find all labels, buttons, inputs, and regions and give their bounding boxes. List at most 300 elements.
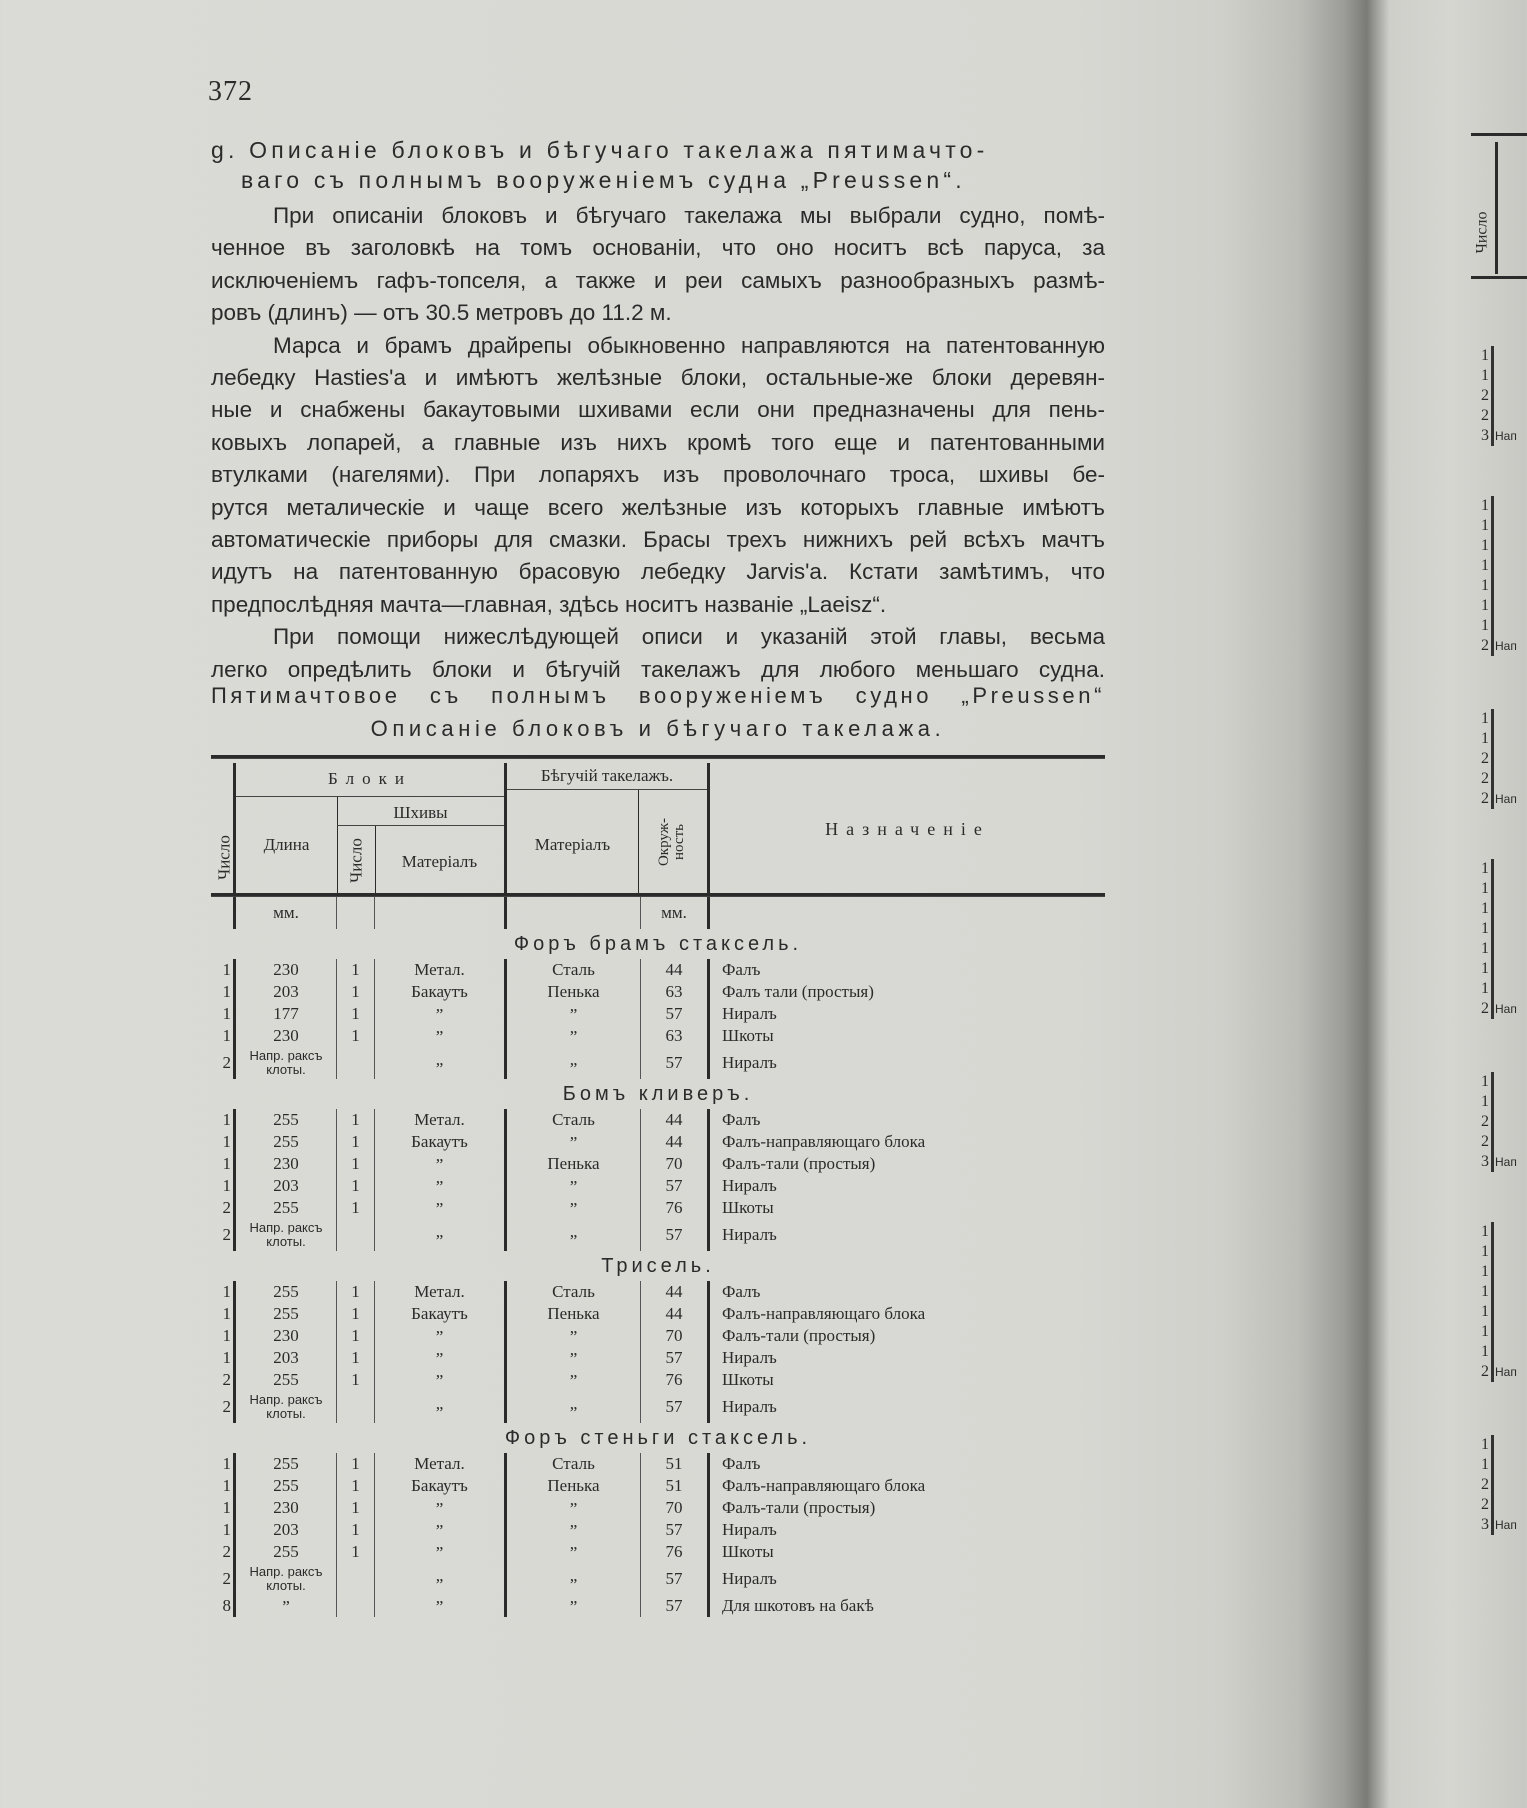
- next-page-count: 1: [1481, 497, 1489, 514]
- body-text-line: лебедку Hasties'a и имѣютъ желѣзные блоки, остальные-же блоки деревян-: [211, 365, 1105, 390]
- next-page-count-column: [1475, 859, 1494, 1019]
- rig-material: Сталь: [507, 1109, 641, 1131]
- next-page-count: 1: [1481, 577, 1489, 594]
- circumference: 57: [641, 1219, 710, 1251]
- next-page-count: 1: [1481, 1343, 1489, 1360]
- purpose: Ниралъ: [722, 1004, 777, 1023]
- next-page-count: 1: [1481, 1283, 1489, 1300]
- row-count: 1: [211, 1281, 236, 1303]
- next-page-count: 2: [1481, 750, 1489, 767]
- ditto-mark: ”: [569, 1177, 578, 1196]
- row-count: 2: [211, 1219, 236, 1251]
- body-text-line: При описаніи блоковъ и бѣгучаго такелажа мы выбрали судно, помѣ-: [273, 203, 1105, 228]
- sheave-count: 1: [337, 1369, 375, 1391]
- circumference: 57: [641, 1563, 710, 1595]
- block-length: 255: [236, 1475, 337, 1497]
- rig-material: [507, 1025, 641, 1047]
- header-rig-material: Матеріалъ: [534, 835, 611, 854]
- sheave-count: [337, 1595, 375, 1617]
- circumference: 44: [641, 1281, 710, 1303]
- block-length: 255: [236, 1197, 337, 1219]
- ditto-mark: ”: [569, 1521, 578, 1540]
- sheave-material: [375, 1541, 507, 1563]
- purpose: Фалъ-тали (простыя): [722, 1326, 876, 1345]
- table-row: [211, 1369, 1105, 1391]
- purpose: Ниралъ: [722, 1176, 777, 1195]
- body-text-line: автоматическіе приборы для смазки. Брасы трехъ нижнихъ рей всѣхъ мачтъ: [211, 527, 1105, 552]
- ditto-mark: ”: [282, 1597, 290, 1616]
- header-purpose: Назначеніе: [825, 819, 990, 839]
- row-count: 2: [211, 1563, 236, 1595]
- next-page-count: 1: [1481, 347, 1489, 364]
- next-page-count: 1: [1481, 1303, 1489, 1320]
- next-page-fragment: Нап: [1495, 792, 1517, 806]
- rig-material: [507, 1391, 641, 1423]
- table-row: [211, 1219, 1105, 1251]
- table-row: [211, 1541, 1105, 1563]
- sheave-material: [375, 1595, 507, 1617]
- row-count: 1: [211, 1303, 236, 1325]
- sheave-count: 1: [337, 1325, 375, 1347]
- next-page-count: 1: [1481, 617, 1489, 634]
- next-page-count: 2: [1481, 1496, 1489, 1513]
- body-text-line: идутъ на патентованную брасовую лебедку Jarvis'a. Кстати замѣтимъ, что: [211, 559, 1105, 585]
- block-type-text: Напр. раксъ клоты.: [249, 1392, 323, 1421]
- sheave-count: 1: [337, 1109, 375, 1131]
- sheave-material: [375, 1025, 507, 1047]
- block-length: 177: [236, 1003, 337, 1025]
- table-row: [211, 1391, 1105, 1423]
- next-page-count: 1: [1481, 1323, 1489, 1340]
- table-row: [211, 1347, 1105, 1369]
- rig-material: [507, 1497, 641, 1519]
- rig-material: Пенька: [507, 1303, 641, 1325]
- table-caption-ship: Пятимачтовое съ полнымъ вооруженіемъ судно „Preussen“: [211, 683, 1105, 708]
- body-text-line: ченное въ заголовкѣ на томъ основаніи, что оно носитъ всѣ паруса, за: [211, 235, 1105, 261]
- table-row: [211, 1595, 1105, 1617]
- row-count: 1: [211, 1453, 236, 1475]
- block-length: 203: [236, 1347, 337, 1369]
- section-title: Форъ брамъ стаксель.: [513, 933, 803, 955]
- table-row: [211, 1153, 1105, 1175]
- purpose: Шкоты: [722, 1198, 774, 1217]
- table-row: [211, 1197, 1105, 1219]
- rig-material: [507, 1347, 641, 1369]
- table-row: [211, 959, 1105, 981]
- body-text-line: Марса и брамъ драйрепы обыкновенно направляются на патентованную: [273, 332, 1105, 358]
- sheave-material: [375, 1391, 507, 1423]
- purpose: Ниралъ: [722, 1053, 777, 1072]
- next-page-count: 1: [1481, 980, 1489, 997]
- block-length: 255: [236, 1541, 337, 1563]
- block-length: 230: [236, 1497, 337, 1519]
- length-unit: мм.: [236, 897, 337, 929]
- next-page-count: 1: [1481, 1223, 1489, 1240]
- sheave-count: [337, 1391, 375, 1423]
- rig-material: [507, 1563, 641, 1595]
- header-count: Число: [214, 835, 234, 880]
- ditto-mark: ”: [435, 1231, 444, 1250]
- block-length: 230: [236, 1025, 337, 1047]
- row-count: 1: [211, 1175, 236, 1197]
- next-page-count: 1: [1481, 710, 1489, 727]
- sheave-count: 1: [337, 1153, 375, 1175]
- circumference: 51: [641, 1475, 710, 1497]
- next-page-edge: [1465, 0, 1527, 1808]
- next-page-count: 2: [1481, 407, 1489, 424]
- sheave-material: [375, 1497, 507, 1519]
- block-type-text: Напр. раксъ клоты.: [249, 1220, 323, 1249]
- next-page-count-column: [1475, 1072, 1494, 1172]
- ditto-mark: ”: [569, 1575, 578, 1594]
- next-page-header-count: Число: [1473, 211, 1491, 254]
- purpose: Шкоты: [722, 1542, 774, 1561]
- next-page-count-column: [1475, 346, 1494, 446]
- sheave-material: [375, 1563, 507, 1595]
- sheave-count: 1: [337, 1197, 375, 1219]
- ditto-mark: ”: [569, 1005, 578, 1024]
- next-page-top-rule: [1471, 133, 1527, 136]
- next-page-count: 2: [1481, 387, 1489, 404]
- sheave-material: [375, 1003, 507, 1025]
- rig-material: [507, 1003, 641, 1025]
- sheave-count: 1: [337, 1003, 375, 1025]
- circumference-unit: мм.: [641, 897, 710, 929]
- ditto-mark: ”: [435, 1521, 444, 1540]
- next-page-count: 1: [1481, 1093, 1489, 1110]
- next-page-count: 2: [1481, 790, 1489, 807]
- purpose: Фалъ-направляющаго блока: [722, 1304, 926, 1323]
- block-length: 255: [236, 1369, 337, 1391]
- ditto-mark: ”: [435, 1597, 444, 1616]
- ditto-mark: ”: [435, 1199, 444, 1218]
- circumference: 70: [641, 1325, 710, 1347]
- next-page-fragment: Нап: [1495, 1518, 1517, 1532]
- ditto-mark: ”: [569, 1327, 578, 1346]
- sheave-count: 1: [337, 959, 375, 981]
- table-row: [211, 1003, 1105, 1025]
- sheave-material: Бакаутъ: [375, 1475, 507, 1497]
- row-count: 2: [211, 1541, 236, 1563]
- next-page-count: 1: [1481, 517, 1489, 534]
- next-page-count: 1: [1481, 1456, 1489, 1473]
- ditto-mark: ”: [435, 1059, 444, 1078]
- ditto-mark: ”: [569, 1059, 578, 1078]
- body-text-line: ковыхъ лопарей, а главные изъ нихъ кромѣ того еще и патентованными: [211, 429, 1105, 455]
- ditto-mark: ”: [569, 1597, 578, 1616]
- table-row: [211, 1325, 1105, 1347]
- table-row: [211, 1497, 1105, 1519]
- row-count: 8: [211, 1595, 236, 1617]
- next-page-count: 1: [1481, 960, 1489, 977]
- header-rule: [236, 796, 504, 797]
- next-page-count: 1: [1481, 860, 1489, 877]
- purpose: Шкоты: [722, 1370, 774, 1389]
- sheave-material: [375, 1369, 507, 1391]
- next-page-count-column: [1475, 496, 1494, 656]
- header-blocks: Блоки: [328, 769, 412, 788]
- row-count: 1: [211, 959, 236, 981]
- next-page-count: 1: [1481, 940, 1489, 957]
- body-text-line: ровъ (длинъ) — отъ 30.5 метровъ до 11.2 м.: [211, 300, 672, 326]
- block-length: [236, 1595, 337, 1617]
- sheave-material: [375, 1047, 507, 1079]
- next-page-count-column: [1475, 1435, 1494, 1535]
- circumference: 76: [641, 1541, 710, 1563]
- ditto-mark: ”: [435, 1499, 444, 1518]
- rig-material: Сталь: [507, 1281, 641, 1303]
- table-row: [211, 981, 1105, 1003]
- table-caption-title: Описаніе блоковъ и бѣгучаго такелажа.: [370, 716, 946, 741]
- table-row: [211, 1109, 1105, 1131]
- next-page-count: 1: [1481, 900, 1489, 917]
- next-page-count: 2: [1481, 1476, 1489, 1493]
- sheave-material: Бакаутъ: [375, 981, 507, 1003]
- table-row: [211, 1047, 1105, 1079]
- block-length: 255: [236, 1131, 337, 1153]
- purpose: Шкоты: [722, 1026, 774, 1045]
- sheave-count: 1: [337, 1475, 375, 1497]
- next-page-count: 1: [1481, 597, 1489, 614]
- ditto-mark: ”: [435, 1327, 444, 1346]
- sheave-count: 1: [337, 1131, 375, 1153]
- circumference: 44: [641, 1303, 710, 1325]
- header-sheave-material: Матеріалъ: [401, 852, 478, 871]
- sheave-material: Бакаутъ: [375, 1131, 507, 1153]
- block-length: 230: [236, 1153, 337, 1175]
- purpose: Фалъ-направляющаго блока: [722, 1476, 926, 1495]
- block-length: 255: [236, 1109, 337, 1131]
- ditto-mark: ”: [435, 1027, 444, 1046]
- rig-material: [507, 1519, 641, 1541]
- circumference: 44: [641, 959, 710, 981]
- header-length: Длина: [263, 835, 310, 854]
- circumference: 63: [641, 981, 710, 1003]
- next-page-fragment: Нап: [1495, 1155, 1517, 1169]
- circumference: 57: [641, 1047, 710, 1079]
- circumference: 57: [641, 1391, 710, 1423]
- circumference: 57: [641, 1519, 710, 1541]
- row-count: 1: [211, 1131, 236, 1153]
- next-page-count: 2: [1481, 770, 1489, 787]
- table-row: [211, 1025, 1105, 1047]
- sheave-material: [375, 1219, 507, 1251]
- sheave-count: [337, 1219, 375, 1251]
- next-page-header-divider: [1495, 142, 1498, 274]
- next-page-count: 3: [1481, 427, 1489, 444]
- rig-material: [507, 1369, 641, 1391]
- sheave-count: 1: [337, 1453, 375, 1475]
- rig-material: [507, 1047, 641, 1079]
- header-running-rigging: Бѣгучій такелажъ.: [540, 766, 674, 785]
- table-row: [211, 1563, 1105, 1595]
- sheave-material: Метал.: [375, 1281, 507, 1303]
- section-heading-line-1: g. Описаніе блоковъ и бѣгучаго такелажа пятимачто-: [211, 137, 989, 163]
- sheave-count: 1: [337, 1519, 375, 1541]
- purpose: Ниралъ: [722, 1397, 777, 1416]
- table-row: [211, 1475, 1105, 1497]
- next-page-fragment: Нап: [1495, 1365, 1517, 1379]
- circumference: 44: [641, 1109, 710, 1131]
- sheave-material: [375, 1347, 507, 1369]
- rig-material: Пенька: [507, 1153, 641, 1175]
- rig-material: [507, 1595, 641, 1617]
- sheave-count: 1: [337, 1497, 375, 1519]
- sheave-count: 1: [337, 1025, 375, 1047]
- next-page-count: 2: [1481, 1363, 1489, 1380]
- row-count: 1: [211, 1347, 236, 1369]
- header-sheave-count: Число: [346, 838, 366, 883]
- block-length: 255: [236, 1303, 337, 1325]
- table-row: [211, 1175, 1105, 1197]
- next-page-count: 3: [1481, 1516, 1489, 1533]
- circumference: 76: [641, 1197, 710, 1219]
- block-length: [236, 1047, 337, 1079]
- ditto-mark: ”: [569, 1027, 578, 1046]
- ditto-mark: ”: [435, 1543, 444, 1562]
- block-length: 230: [236, 959, 337, 981]
- sheave-material: [375, 1519, 507, 1541]
- section-title: Форъ стеньги стаксель.: [504, 1427, 812, 1449]
- section-title: Бомъ кливеръ.: [562, 1083, 754, 1105]
- sheave-count: 1: [337, 981, 375, 1003]
- next-page-count: 1: [1481, 1073, 1489, 1090]
- circumference: 44: [641, 1131, 710, 1153]
- body-text-line: ные и снабжены бакаутовыми шхивами если они предназначены для пень-: [211, 397, 1105, 423]
- circumference: 70: [641, 1497, 710, 1519]
- next-page-count: 2: [1481, 637, 1489, 654]
- next-page-count: 1: [1481, 557, 1489, 574]
- ditto-mark: ”: [569, 1231, 578, 1250]
- ditto-mark: ”: [435, 1005, 444, 1024]
- ditto-mark: ”: [435, 1349, 444, 1368]
- purpose: Фалъ-тали (простыя): [722, 1154, 876, 1173]
- rig-material: [507, 1325, 641, 1347]
- next-page-count: 1: [1481, 1263, 1489, 1280]
- row-count: 1: [211, 1003, 236, 1025]
- body-text-line: рутся металическіе и чаще всего желѣзные изъ которыхъ главные имѣютъ: [211, 494, 1105, 520]
- block-length: 203: [236, 1519, 337, 1541]
- circumference: 76: [641, 1369, 710, 1391]
- table-row: [211, 1519, 1105, 1541]
- units-row: [211, 897, 1105, 929]
- circumference: 57: [641, 1175, 710, 1197]
- table-row: [211, 1453, 1105, 1475]
- rig-material: [507, 1197, 641, 1219]
- section-heading-line-2: ваго съ полнымъ вооруженіемъ судна „Preussen“.: [241, 167, 966, 193]
- circumference: 51: [641, 1453, 710, 1475]
- sheave-material: Бакаутъ: [375, 1303, 507, 1325]
- ditto-mark: ”: [569, 1371, 578, 1390]
- section-title: Трисель.: [601, 1255, 715, 1277]
- purpose: Фалъ тали (простыя): [722, 982, 874, 1001]
- ditto-mark: ”: [435, 1177, 444, 1196]
- table-row: [211, 1131, 1105, 1153]
- purpose: Фалъ-направляющаго блока: [722, 1132, 926, 1151]
- ditto-mark: ”: [569, 1403, 578, 1422]
- purpose: Ниралъ: [722, 1520, 777, 1539]
- sheave-count: 1: [337, 1281, 375, 1303]
- sheave-material: [375, 1197, 507, 1219]
- next-page-fragment: Нап: [1495, 429, 1517, 443]
- ditto-mark: ”: [435, 1403, 444, 1422]
- next-page-count: 2: [1481, 1133, 1489, 1150]
- row-count: 2: [211, 1391, 236, 1423]
- row-count: 2: [211, 1047, 236, 1079]
- next-page-count: 1: [1481, 1243, 1489, 1260]
- block-length: 255: [236, 1453, 337, 1475]
- next-page-count: 1: [1481, 537, 1489, 554]
- purpose: Ниралъ: [722, 1348, 777, 1367]
- ditto-mark: ”: [569, 1499, 578, 1518]
- header-divider: [638, 789, 639, 895]
- next-page-count: 1: [1481, 730, 1489, 747]
- ditto-mark: ”: [435, 1371, 444, 1390]
- row-count: 2: [211, 1369, 236, 1391]
- purpose: Фалъ: [722, 1110, 761, 1129]
- next-page-count: 3: [1481, 1153, 1489, 1170]
- next-page-count: 2: [1481, 1113, 1489, 1130]
- purpose: Для шкотовъ на бакѣ: [722, 1596, 874, 1615]
- next-page-fragment: Нап: [1495, 1002, 1517, 1016]
- sheave-material: [375, 1325, 507, 1347]
- next-page-count: 1: [1481, 1436, 1489, 1453]
- sheave-material: Метал.: [375, 1453, 507, 1475]
- sheave-material: [375, 1153, 507, 1175]
- rig-material: [507, 1131, 641, 1153]
- next-page-fragment: Нап: [1495, 639, 1517, 653]
- block-length: 203: [236, 981, 337, 1003]
- rig-material: [507, 1219, 641, 1251]
- next-page-count: 1: [1481, 920, 1489, 937]
- ditto-mark: ”: [569, 1133, 578, 1152]
- row-count: 1: [211, 1497, 236, 1519]
- header-sheaves: Шхивы: [393, 803, 448, 822]
- row-count: 1: [211, 1025, 236, 1047]
- ditto-mark: ”: [435, 1155, 444, 1174]
- ditto-mark: ”: [435, 1575, 444, 1594]
- rig-material: Сталь: [507, 1453, 641, 1475]
- next-page-header-rule: [1471, 276, 1527, 279]
- body-text-line: предпослѣдняя мачта—главная, здѣсь носитъ названіе „Laeisz“.: [211, 591, 887, 617]
- circumference: 57: [641, 1347, 710, 1369]
- row-count: 1: [211, 1325, 236, 1347]
- body-text-line: втулками (нагелями). При лопаряхъ изъ проволочнаго троса, шхивы бе-: [211, 462, 1105, 488]
- circumference: 57: [641, 1003, 710, 1025]
- sheave-count: [337, 1047, 375, 1079]
- rig-material: Пенька: [507, 1475, 641, 1497]
- ditto-mark: ”: [569, 1199, 578, 1218]
- rig-material: [507, 1541, 641, 1563]
- block-length: [236, 1563, 337, 1595]
- row-count: 1: [211, 1475, 236, 1497]
- sheave-count: [337, 1563, 375, 1595]
- purpose: Фалъ: [722, 960, 761, 979]
- header-rule: [507, 789, 707, 790]
- rig-material: [507, 1175, 641, 1197]
- sheave-material: Метал.: [375, 959, 507, 981]
- block-length: 203: [236, 1175, 337, 1197]
- purpose: Фалъ-тали (простыя): [722, 1498, 876, 1517]
- circumference: 70: [641, 1153, 710, 1175]
- row-count: 1: [211, 1153, 236, 1175]
- table-row: [211, 1281, 1105, 1303]
- row-count: 1: [211, 981, 236, 1003]
- next-page-count-column: [1475, 1222, 1494, 1382]
- block-type-text: Напр. раксъ клоты.: [249, 1564, 323, 1593]
- rig-material: Сталь: [507, 959, 641, 981]
- block-length: [236, 1219, 337, 1251]
